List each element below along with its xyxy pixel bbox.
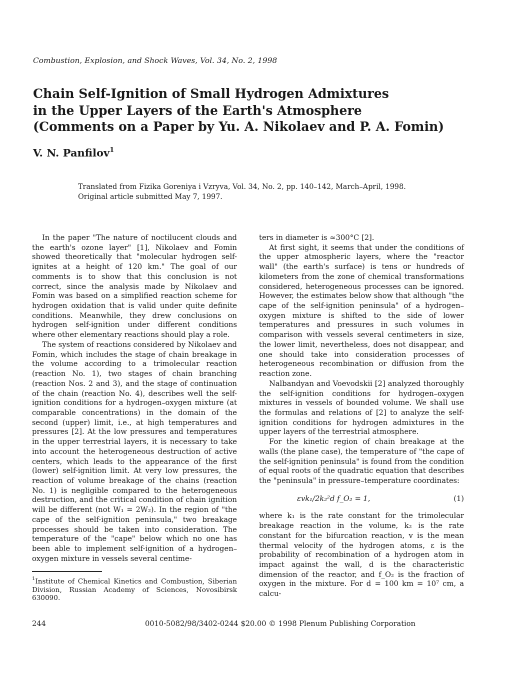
title-line-1: Chain Self-Ignition of Small Hydrogen Admixtures [33, 86, 389, 101]
left-column [32, 233, 237, 563]
publication-id: 0010-5082/98/3402-0244 $20.00 © 1998 Plenum Publishing Corporation [145, 619, 416, 628]
translation-line-2: Original article submitted May 7, 1997. [78, 192, 223, 201]
footnote-text: Institute of Chemical Kinetics and Combustion, Siberian Division, Russian Academy of Sciences, Novosibirsk 630090. [32, 577, 237, 603]
equation-body: εvk₁/2k₂²d f_O₂ = 1, [297, 493, 371, 503]
affiliation-footnote [32, 575, 237, 603]
journal-header: Combustion, Explosion, and Shock Waves, Vol. 34, No. 2, 1998 [33, 56, 278, 65]
author-name [33, 146, 114, 160]
translation-note [78, 182, 498, 202]
equation-1 [259, 494, 464, 504]
left-paragraph-1: In the paper "The nature of noctilucent clouds and the earth's ozone layer" [1], Nikolaev and Fomin showed theoretically that "molecular hydrogen self-ignites at a height of 120 km." The goal of our comments is to show that this conclusion is not correct, since the analysis made by Nikolaev and Fomin was based on a simplified reaction scheme for hydrogen oxidation that is valid under quite definite conditions. Meanwhile, they drew conclusions on hydrogen self-ignition under different conditions where other elementary reactions should play a role. [32, 233, 237, 340]
page-number: 244 [32, 619, 46, 628]
right-column [259, 233, 464, 599]
footnote-divider [32, 571, 102, 572]
right-paragraph-after-equation: where k₁ is the rate constant for the trimolecular breakage reaction in the volume, k₂ is the rate constant for the bifurcation reaction, v is the mean thermal velocity of the hydrogen atoms, ε is the probability of recombination of a hydrogen atom in impact against the wall, d is the characteristic dimension of the reactor, and f_O₂ is the fraction of oxygen in the mixture. For d = 100 km = 10⁷ cm, a calcu- [259, 511, 464, 599]
right-paragraph-2: Nalbandyan and Voevodskii [2] analyzed thoroughly the self-ignition conditions for hydrogen–oxygen mixtures in vessels of bounded volume. We shall use the formulas and relations of [2] to analyze the self-ignition conditions for hydrogen admixtures in the upper layers of the terrestrial atmosphere. [259, 378, 464, 437]
right-paragraph-3: For the kinetic region of chain breakage at the walls (the plane case), the temperature of "the cape of the self-ignition peninsula" is found from the condition of equal roots of the quadratic equation that describes the "peninsula" in pressure–temperature coordinates: [259, 437, 464, 485]
author-text: V. N. Panfilov [33, 147, 110, 160]
right-paragraph-1: At first sight, it seems that under the conditions of the upper atmospheric layers, where the "reactor wall" (the earth's surface) is tens or hundreds of kilometers from the zone of chemical transformations considered, heterogeneous processes can be ignored. However, the estimates below show that although "the cape of the self-ignition peninsula" of a hydrogen–oxygen mixture is shifted to the side of lower temperatures and pressures in such volumes in comparison with vessels several centimeters in size, the lower limit, nevertheless, does not disappear, and one should take into consideration processes of heterogeneous recombination or diffusion from the reaction zone. [259, 242, 464, 379]
right-lead-text: ters in diameter is ≈300°C [2]. [259, 233, 375, 242]
author-footnote-mark: 1 [109, 146, 115, 154]
footnote-mark: 1 [32, 576, 36, 582]
paper-title [33, 86, 483, 136]
translation-line-1: Translated from Fizika Goreniya i Vzryva, Vol. 34, No. 2, pp. 140–142, March–April, 1998. [78, 182, 406, 191]
title-line-3: (Comments on a Paper by Yu. A. Nikolaev and P. A. Fomin) [33, 119, 445, 134]
equation-number: (1) [453, 493, 464, 503]
title-line-2: in the Upper Layers of the Earth's Atmosphere [33, 102, 362, 118]
left-paragraph-2: The system of reactions considered by Nikolaev and Fomin, which includes the stage of chain breakage in the volume according to a trimolecular reaction (reaction No. 1), two stages of chain branching (reaction Nos. 2 and 3), and the stage of continuation of the chain (reaction No. 4), describes well the self-ignition conditions for a hydrogen–oxygen mixture (at comparable concentrations) in the domain of the second (upper) limit, i.e., at high temperatures and pressures [2]. At the low pressures and temperatures in the upper terrestrial layers, it is necessary to take into account the heterogeneous destruction of active centers, which leads to the appearance of the first (lower) self-ignition limit. At very low pressures, the reaction of volume breakage of the chains (reaction No. 1) is negligible compared to the heterogeneous destruction, and the critical condition of chain ignition will be different (not W₁ = 2W₂). In the region of "the cape of the self-ignition peninsula," two breakage processes should be taken into consideration. The temperature of the "cape" below which no one has been able to implement self-ignition of a hydrogen–oxygen mixture in vessels several centime- [32, 339, 237, 563]
